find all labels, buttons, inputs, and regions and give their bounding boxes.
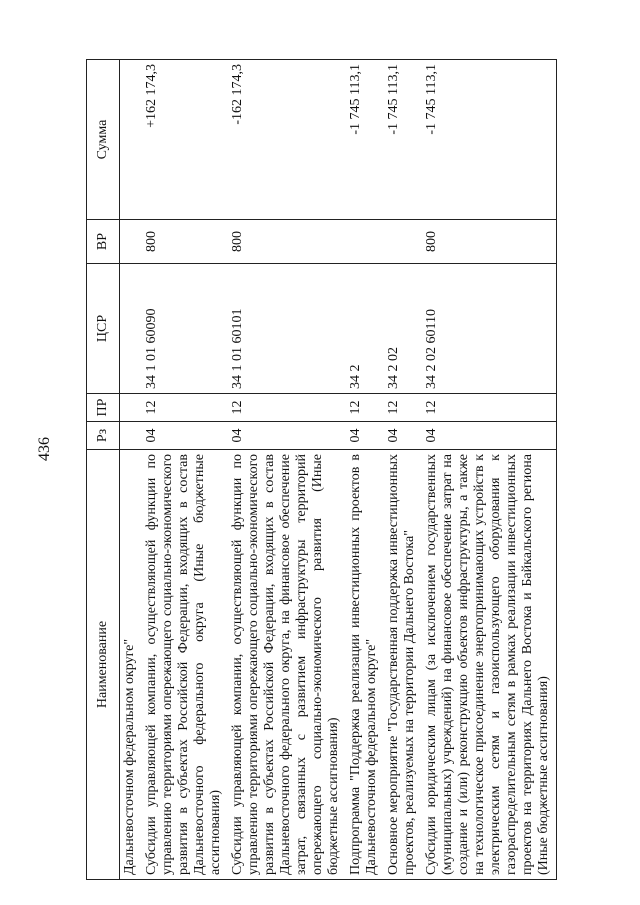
row-pr	[120, 394, 143, 422]
row-csr: 34 1 01 60101	[228, 264, 346, 394]
row-sum	[120, 60, 143, 220]
header-pr: ПР	[87, 394, 120, 422]
row-sum: -1 745 113,1	[422, 60, 557, 220]
rotated-page-content	[86, 60, 598, 880]
table-header-row	[87, 60, 120, 880]
row-sum: -162 174,3	[228, 60, 346, 220]
table-row	[346, 60, 384, 880]
header-csr: ЦСР	[87, 264, 120, 394]
row-csr: 34 2	[346, 264, 384, 394]
row-pr: 12	[142, 394, 228, 422]
row-vr	[346, 220, 384, 264]
row-name: Дальневосточном федеральном округе"	[120, 450, 143, 880]
header-name: Наименование	[87, 450, 120, 880]
row-vr: 800	[422, 220, 557, 264]
row-pr: 12	[228, 394, 346, 422]
row-sum: +162 174,3	[142, 60, 228, 220]
row-name: Основное мероприятие "Государственная поддержка инвестиционных проектов, реализуемых на территории Дальнего Востока"	[384, 450, 422, 880]
table-row	[384, 60, 422, 880]
header-rz: Рз	[87, 422, 120, 450]
row-vr: 800	[142, 220, 228, 264]
row-rz: 04	[228, 422, 346, 450]
table-row	[120, 60, 143, 880]
row-rz: 04	[142, 422, 228, 450]
row-vr: 800	[228, 220, 346, 264]
row-name: Субсидии юридическим лицам (за исключением государственных (муниципальных) учреждений) на финансовое обеспечение затрат на создание и (или) реконструкцию объектов инфраструктуры, а также на технологическое присоединение энергопринимающих устройств к электрическим сетям и газоиспользующего оборудования к газораспределительным сетям в рамках реализации инвестиционных проектов на территориях Дальнего Востока и Байкальского региона (Иные бюджетные ассигнования)	[422, 450, 557, 880]
row-pr: 12	[422, 394, 557, 422]
table-row	[142, 60, 228, 880]
row-vr	[120, 220, 143, 264]
row-name: Подпрограмма "Поддержка реализации инвестиционных проектов в Дальневосточном федеральном округе"	[346, 450, 384, 880]
budget-table	[86, 59, 557, 880]
row-rz: 04	[422, 422, 557, 450]
row-pr: 12	[346, 394, 384, 422]
row-rz: 04	[384, 422, 422, 450]
row-csr	[120, 264, 143, 394]
row-pr: 12	[384, 394, 422, 422]
table-row	[422, 60, 557, 880]
table-row	[228, 60, 346, 880]
row-csr: 34 1 01 60090	[142, 264, 228, 394]
page-number: 436	[36, 437, 53, 461]
header-sum: Сумма	[87, 60, 120, 220]
row-sum: -1 745 113,1	[346, 60, 384, 220]
row-rz	[120, 422, 143, 450]
row-vr	[384, 220, 422, 264]
row-name: Субсидии управляющей компании, осуществляющей функции по управлению территориями опережающего социально-экономического развития в субъектах Российской Федерации, входящих в состав Дальневосточного федерального округа (Иные бюджетные ассигнования)	[142, 450, 228, 880]
row-name: Субсидии управляющей компании, осуществляющей функции по управлению территориями опережающего социально-экономического развития в субъектах Российской Федерации, входящих в состав Дальневосточного федерального округа, на финансовое обеспечение затрат, связанных с развитием инфраструктуры территорий опережающего социально-экономического развития (Иные бюджетные ассигнования)	[228, 450, 346, 880]
header-vr: ВР	[87, 220, 120, 264]
row-csr: 34 2 02 60110	[422, 264, 557, 394]
row-csr: 34 2 02	[384, 264, 422, 394]
row-rz: 04	[346, 422, 384, 450]
row-sum: -1 745 113,1	[384, 60, 422, 220]
